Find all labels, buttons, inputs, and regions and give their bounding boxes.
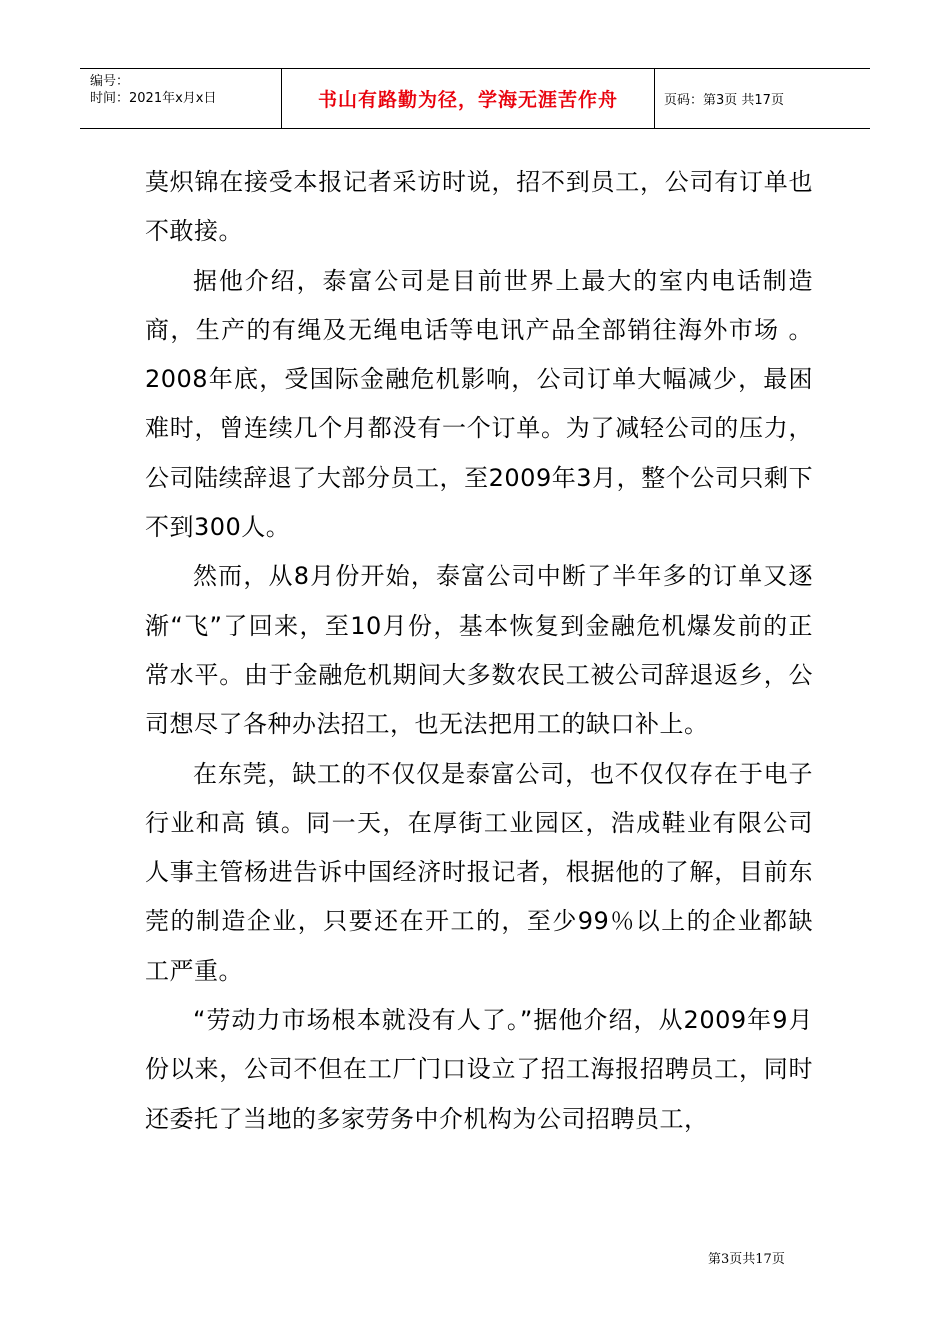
motto-text: 书山有路勤为径，学海无涯苦作舟 — [317, 89, 618, 111]
page-footer — [708, 1248, 785, 1267]
time-label: 时间：2021年x月x日 — [90, 91, 217, 106]
header-motto-cell — [282, 69, 655, 128]
document-body — [145, 158, 813, 1144]
paragraph-3: 然而，从8月份开始，泰富公司中断了半年多的订单又逐渐“飞”了回来，至10月份，基本恢复到金融危机爆发前的正常水平。由于金融危机期间大多数农民工被公司辞退返乡，公司想尽了各种办法招工，也无法把用工的缺口补上。 — [145, 562, 813, 739]
paragraph-1: 莫炽锦在接受本报记者采访时说，招不到员工，公司有订单也不敢接。 — [145, 168, 813, 246]
paragraph-4: 在东莞，缺工的不仅仅是泰富公司，也不仅仅存在于电子行业和高 镇。同一天，在厚街工业园区，浩成鞋业有限公司人事主管杨进告诉中国经济时报记者，根据他的了解，目前东莞的制造企业，只要还在开工的，至少99％以上的企业都缺工严重。 — [145, 759, 813, 985]
paragraph-2: 据他介绍，泰富公司是目前世界上最大的室内电话制造商，生产的有绳及无绳电话等电讯产品全部销往海外市场 。2008年底，受国际金融危机影响，公司订单大幅减少，最困难时，曾连续几个月都没有一个订单。为了减轻公司的压力，公司陆续辞退了大部分员工，至2009年3月，整个公司只剩下不到300人。 — [145, 266, 813, 542]
header-meta-cell — [80, 69, 282, 128]
paragraph-5: “劳动力市场根本就没有人了。”据他介绍，从2009年9月份以来，公司不但在工厂门口设立了招工海报招聘员工，同时还委托了当地的多家劳务中介机构为公司招聘员工， — [145, 1006, 813, 1133]
doc-number-label: 编号： — [90, 74, 130, 89]
header-page-cell — [655, 69, 870, 128]
header-page-info: 页码：第3页 共17页 — [664, 93, 784, 108]
page-header — [80, 68, 870, 129]
footer-page-info: 第3页共17页 — [708, 1252, 785, 1267]
